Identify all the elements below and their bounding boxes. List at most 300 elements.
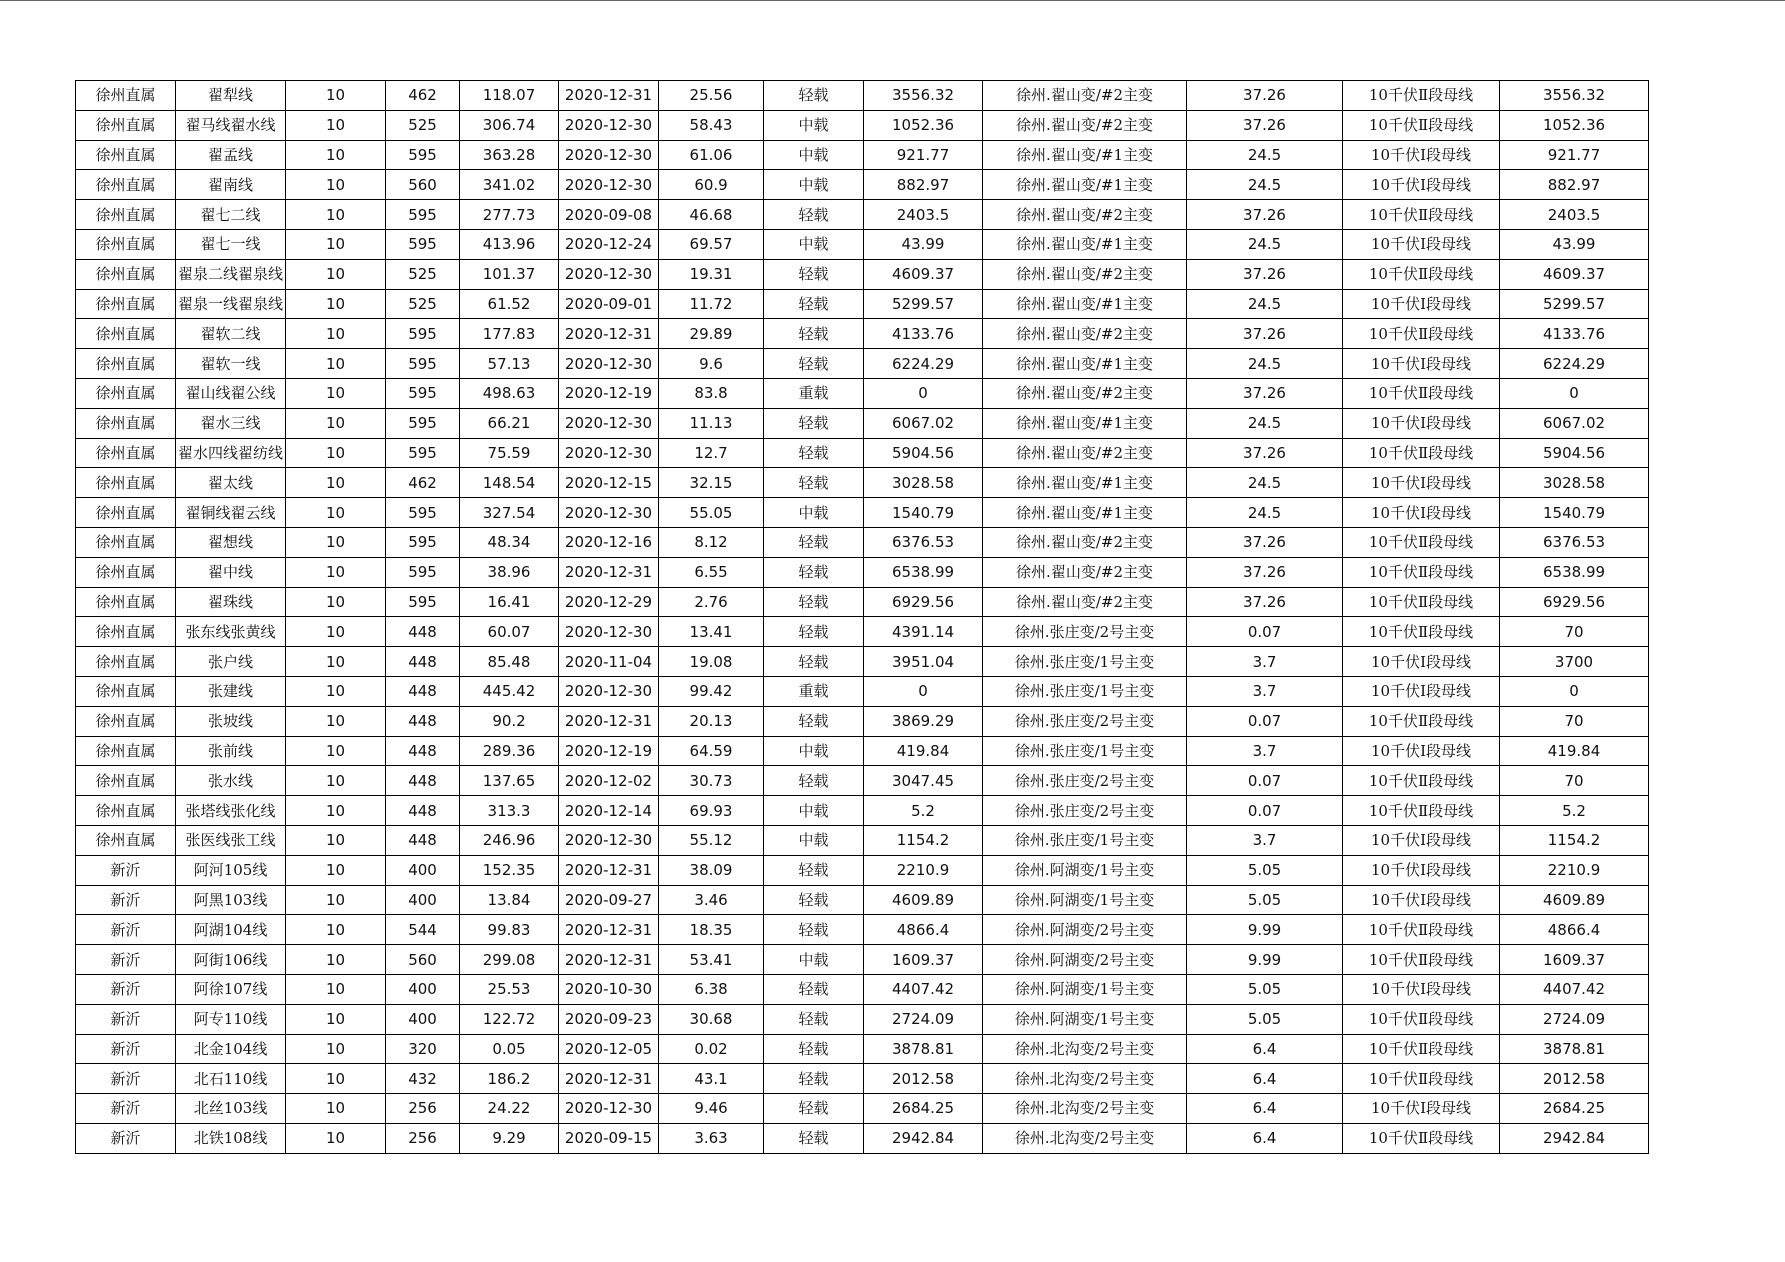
cell-voltage-kv: 10	[286, 676, 386, 706]
cell-line-available: 3878.81	[1500, 1034, 1649, 1064]
table-row	[76, 617, 1649, 647]
cell-available-capacity: 43.99	[864, 229, 983, 259]
cell-transformer-available: 3.7	[1187, 676, 1343, 706]
cell-available-capacity: 3878.81	[864, 1034, 983, 1064]
cell-rated-capacity: 462	[386, 468, 460, 498]
cell-line-available: 4609.89	[1500, 885, 1649, 915]
cell-date: 2020-12-30	[559, 110, 659, 140]
cell-unit: 徐州直属	[76, 438, 176, 468]
cell-line-name: 阿河105线	[176, 855, 286, 885]
cell-busbar: 10千伏Ⅰ段母线	[1343, 289, 1500, 319]
cell-unit: 徐州直属	[76, 468, 176, 498]
cell-voltage-kv: 10	[286, 557, 386, 587]
cell-load-level: 轻载	[764, 527, 864, 557]
cell-busbar: 10千伏Ⅰ段母线	[1343, 229, 1500, 259]
cell-voltage-kv: 10	[286, 378, 386, 408]
cell-transformer: 徐州.翟山变/#1主变	[983, 408, 1187, 438]
cell-transformer-available: 5.05	[1187, 1004, 1343, 1034]
cell-date: 2020-12-31	[559, 855, 659, 885]
cell-unit: 徐州直属	[76, 140, 176, 170]
cell-line-name: 翟想线	[176, 527, 286, 557]
cell-load-rate: 46.68	[659, 200, 764, 230]
cell-busbar: 10千伏Ⅱ段母线	[1343, 378, 1500, 408]
cell-unit: 新沂	[76, 885, 176, 915]
cell-busbar: 10千伏Ⅱ段母线	[1343, 766, 1500, 796]
cell-transformer: 徐州.张庄变/2号主变	[983, 766, 1187, 796]
cell-load-rate: 43.1	[659, 1064, 764, 1094]
cell-load-level: 轻载	[764, 200, 864, 230]
cell-voltage-kv: 10	[286, 855, 386, 885]
cell-load-level: 轻载	[764, 915, 864, 945]
cell-date: 2020-12-30	[559, 498, 659, 528]
cell-line-available: 419.84	[1500, 736, 1649, 766]
cell-voltage-kv: 10	[286, 617, 386, 647]
cell-line-available: 0	[1500, 676, 1649, 706]
cell-load-rate: 69.93	[659, 796, 764, 826]
cell-unit: 新沂	[76, 1064, 176, 1094]
cell-transformer: 徐州.张庄变/2号主变	[983, 706, 1187, 736]
cell-date: 2020-12-30	[559, 170, 659, 200]
cell-load-level: 轻载	[764, 468, 864, 498]
cell-load-level: 中载	[764, 825, 864, 855]
table-row	[76, 855, 1649, 885]
table-row	[76, 110, 1649, 140]
cell-unit: 徐州直属	[76, 378, 176, 408]
cell-transformer-available: 37.26	[1187, 587, 1343, 617]
cell-unit: 徐州直属	[76, 676, 176, 706]
cell-max-load: 61.52	[460, 289, 559, 319]
cell-line-available: 4133.76	[1500, 319, 1649, 349]
cell-unit: 徐州直属	[76, 647, 176, 677]
cell-line-available: 1609.37	[1500, 945, 1649, 975]
cell-max-load: 9.29	[460, 1123, 559, 1153]
cell-transformer-available: 37.26	[1187, 200, 1343, 230]
cell-load-rate: 29.89	[659, 319, 764, 349]
cell-voltage-kv: 10	[286, 170, 386, 200]
table-row	[76, 349, 1649, 379]
cell-busbar: 10千伏Ⅰ段母线	[1343, 1094, 1500, 1124]
cell-load-rate: 19.31	[659, 259, 764, 289]
cell-line-available: 70	[1500, 766, 1649, 796]
cell-available-capacity: 3951.04	[864, 647, 983, 677]
cell-line-available: 5904.56	[1500, 438, 1649, 468]
cell-available-capacity: 1154.2	[864, 825, 983, 855]
cell-busbar: 10千伏Ⅱ段母线	[1343, 438, 1500, 468]
table-row	[76, 766, 1649, 796]
cell-transformer: 徐州.张庄变/1号主变	[983, 736, 1187, 766]
cell-rated-capacity: 525	[386, 259, 460, 289]
cell-transformer-available: 6.4	[1187, 1094, 1343, 1124]
cell-date: 2020-12-15	[559, 468, 659, 498]
cell-rated-capacity: 400	[386, 1004, 460, 1034]
cell-line-available: 2012.58	[1500, 1064, 1649, 1094]
cell-transformer: 徐州.翟山变/#1主变	[983, 289, 1187, 319]
cell-available-capacity: 4866.4	[864, 915, 983, 945]
cell-max-load: 177.83	[460, 319, 559, 349]
cell-busbar: 10千伏Ⅰ段母线	[1343, 825, 1500, 855]
cell-unit: 徐州直属	[76, 319, 176, 349]
cell-line-available: 70	[1500, 706, 1649, 736]
cell-rated-capacity: 595	[386, 587, 460, 617]
cell-load-level: 中载	[764, 736, 864, 766]
cell-transformer-available: 24.5	[1187, 170, 1343, 200]
cell-unit: 新沂	[76, 945, 176, 975]
cell-line-available: 6929.56	[1500, 587, 1649, 617]
cell-load-rate: 9.6	[659, 349, 764, 379]
cell-voltage-kv: 10	[286, 915, 386, 945]
cell-transformer-available: 0.07	[1187, 796, 1343, 826]
cell-load-level: 轻载	[764, 81, 864, 111]
cell-date: 2020-12-16	[559, 527, 659, 557]
cell-unit: 新沂	[76, 915, 176, 945]
cell-load-rate: 11.72	[659, 289, 764, 319]
cell-line-available: 1154.2	[1500, 825, 1649, 855]
cell-rated-capacity: 544	[386, 915, 460, 945]
cell-line-name: 翟软二线	[176, 319, 286, 349]
cell-rated-capacity: 595	[386, 408, 460, 438]
cell-unit: 徐州直属	[76, 796, 176, 826]
cell-load-rate: 11.13	[659, 408, 764, 438]
cell-rated-capacity: 595	[386, 200, 460, 230]
cell-max-load: 152.35	[460, 855, 559, 885]
cell-transformer-available: 6.4	[1187, 1064, 1343, 1094]
table-row	[76, 408, 1649, 438]
cell-transformer: 徐州.阿湖变/1号主变	[983, 1004, 1187, 1034]
cell-max-load: 186.2	[460, 1064, 559, 1094]
cell-load-rate: 2.76	[659, 587, 764, 617]
table-row	[76, 557, 1649, 587]
table-row	[76, 706, 1649, 736]
cell-line-name: 翟铜线翟云线	[176, 498, 286, 528]
table-row	[76, 885, 1649, 915]
cell-max-load: 16.41	[460, 587, 559, 617]
cell-unit: 徐州直属	[76, 229, 176, 259]
cell-voltage-kv: 10	[286, 229, 386, 259]
cell-load-level: 中载	[764, 110, 864, 140]
cell-date: 2020-12-31	[559, 1064, 659, 1094]
cell-load-level: 轻载	[764, 438, 864, 468]
cell-unit: 徐州直属	[76, 766, 176, 796]
cell-load-rate: 38.09	[659, 855, 764, 885]
cell-busbar: 10千伏Ⅱ段母线	[1343, 1064, 1500, 1094]
cell-busbar: 10千伏Ⅰ段母线	[1343, 140, 1500, 170]
cell-date: 2020-12-29	[559, 587, 659, 617]
cell-load-rate: 53.41	[659, 945, 764, 975]
cell-transformer-available: 0.07	[1187, 706, 1343, 736]
cell-max-load: 57.13	[460, 349, 559, 379]
cell-transformer-available: 24.5	[1187, 349, 1343, 379]
cell-transformer: 徐州.北沟变/2号主变	[983, 1064, 1187, 1094]
cell-voltage-kv: 10	[286, 289, 386, 319]
cell-voltage-kv: 10	[286, 319, 386, 349]
cell-transformer: 徐州.翟山变/#2主变	[983, 587, 1187, 617]
cell-transformer: 徐州.翟山变/#1主变	[983, 170, 1187, 200]
table-row	[76, 319, 1649, 349]
cell-line-name: 张建线	[176, 676, 286, 706]
cell-unit: 徐州直属	[76, 200, 176, 230]
cell-line-available: 3028.58	[1500, 468, 1649, 498]
cell-max-load: 445.42	[460, 676, 559, 706]
cell-available-capacity: 3028.58	[864, 468, 983, 498]
cell-max-load: 313.3	[460, 796, 559, 826]
table-row	[76, 140, 1649, 170]
table-row	[76, 945, 1649, 975]
cell-load-rate: 13.41	[659, 617, 764, 647]
cell-max-load: 122.72	[460, 1004, 559, 1034]
cell-line-available: 43.99	[1500, 229, 1649, 259]
cell-line-available: 2210.9	[1500, 855, 1649, 885]
cell-busbar: 10千伏Ⅱ段母线	[1343, 259, 1500, 289]
cell-available-capacity: 4133.76	[864, 319, 983, 349]
cell-rated-capacity: 525	[386, 289, 460, 319]
cell-voltage-kv: 10	[286, 974, 386, 1004]
cell-voltage-kv: 10	[286, 885, 386, 915]
cell-unit: 徐州直属	[76, 736, 176, 766]
cell-rated-capacity: 595	[386, 557, 460, 587]
cell-line-name: 北丝103线	[176, 1094, 286, 1124]
cell-rated-capacity: 560	[386, 170, 460, 200]
cell-rated-capacity: 448	[386, 825, 460, 855]
cell-max-load: 85.48	[460, 647, 559, 677]
cell-load-level: 中载	[764, 796, 864, 826]
cell-load-rate: 0.02	[659, 1034, 764, 1064]
cell-voltage-kv: 10	[286, 587, 386, 617]
cell-date: 2020-12-31	[559, 319, 659, 349]
cell-line-name: 阿徐107线	[176, 974, 286, 1004]
cell-busbar: 10千伏Ⅱ段母线	[1343, 915, 1500, 945]
cell-voltage-kv: 10	[286, 408, 386, 438]
cell-busbar: 10千伏Ⅰ段母线	[1343, 676, 1500, 706]
cell-load-rate: 55.05	[659, 498, 764, 528]
cell-transformer: 徐州.张庄变/1号主变	[983, 825, 1187, 855]
cell-transformer-available: 24.5	[1187, 498, 1343, 528]
cell-transformer: 徐州.翟山变/#2主变	[983, 527, 1187, 557]
cell-transformer-available: 9.99	[1187, 945, 1343, 975]
cell-busbar: 10千伏Ⅰ段母线	[1343, 647, 1500, 677]
cell-transformer-available: 24.5	[1187, 468, 1343, 498]
cell-voltage-kv: 10	[286, 1123, 386, 1153]
cell-line-name: 翟七一线	[176, 229, 286, 259]
cell-voltage-kv: 10	[286, 647, 386, 677]
table-row	[76, 825, 1649, 855]
table-body	[76, 81, 1649, 1154]
cell-line-name: 翟南线	[176, 170, 286, 200]
cell-transformer-available: 5.05	[1187, 855, 1343, 885]
cell-line-available: 6538.99	[1500, 557, 1649, 587]
cell-unit: 新沂	[76, 1004, 176, 1034]
cell-load-level: 中载	[764, 229, 864, 259]
cell-load-rate: 8.12	[659, 527, 764, 557]
cell-voltage-kv: 10	[286, 945, 386, 975]
cell-available-capacity: 2942.84	[864, 1123, 983, 1153]
cell-line-available: 70	[1500, 617, 1649, 647]
cell-rated-capacity: 448	[386, 766, 460, 796]
table-row	[76, 170, 1649, 200]
cell-load-level: 轻载	[764, 408, 864, 438]
cell-rated-capacity: 525	[386, 110, 460, 140]
cell-available-capacity: 4407.42	[864, 974, 983, 1004]
cell-load-rate: 12.7	[659, 438, 764, 468]
cell-line-name: 翟马线翟水线	[176, 110, 286, 140]
cell-available-capacity: 1540.79	[864, 498, 983, 528]
cell-line-name: 张东线张黄线	[176, 617, 286, 647]
cell-transformer-available: 0.07	[1187, 617, 1343, 647]
cell-load-rate: 30.73	[659, 766, 764, 796]
cell-max-load: 75.59	[460, 438, 559, 468]
cell-max-load: 413.96	[460, 229, 559, 259]
cell-load-rate: 25.56	[659, 81, 764, 111]
cell-line-available: 2942.84	[1500, 1123, 1649, 1153]
cell-date: 2020-12-02	[559, 766, 659, 796]
cell-date: 2020-12-30	[559, 259, 659, 289]
cell-unit: 新沂	[76, 855, 176, 885]
cell-transformer: 徐州.翟山变/#2主变	[983, 557, 1187, 587]
cell-available-capacity: 6376.53	[864, 527, 983, 557]
cell-load-rate: 55.12	[659, 825, 764, 855]
cell-load-rate: 3.63	[659, 1123, 764, 1153]
cell-date: 2020-12-30	[559, 617, 659, 647]
cell-load-rate: 6.55	[659, 557, 764, 587]
cell-date: 2020-12-31	[559, 81, 659, 111]
cell-transformer: 徐州.阿湖变/1号主变	[983, 974, 1187, 1004]
cell-date: 2020-12-30	[559, 408, 659, 438]
cell-max-load: 24.22	[460, 1094, 559, 1124]
cell-load-rate: 32.15	[659, 468, 764, 498]
cell-load-rate: 9.46	[659, 1094, 764, 1124]
cell-rated-capacity: 448	[386, 647, 460, 677]
cell-rated-capacity: 595	[386, 229, 460, 259]
cell-transformer-available: 37.26	[1187, 319, 1343, 349]
cell-busbar: 10千伏Ⅱ段母线	[1343, 527, 1500, 557]
cell-rated-capacity: 595	[386, 378, 460, 408]
cell-line-name: 张坡线	[176, 706, 286, 736]
cell-available-capacity: 419.84	[864, 736, 983, 766]
cell-transformer: 徐州.翟山变/#1主变	[983, 468, 1187, 498]
cell-line-available: 5299.57	[1500, 289, 1649, 319]
cell-max-load: 25.53	[460, 974, 559, 1004]
cell-date: 2020-12-31	[559, 706, 659, 736]
cell-date: 2020-12-30	[559, 676, 659, 706]
cell-unit: 徐州直属	[76, 498, 176, 528]
cell-transformer-available: 24.5	[1187, 229, 1343, 259]
cell-available-capacity: 2684.25	[864, 1094, 983, 1124]
cell-transformer: 徐州.翟山变/#2主变	[983, 378, 1187, 408]
cell-load-rate: 61.06	[659, 140, 764, 170]
cell-unit: 新沂	[76, 1094, 176, 1124]
page-top-rule	[0, 0, 1785, 1]
table-row	[76, 736, 1649, 766]
cell-load-level: 轻载	[764, 1123, 864, 1153]
cell-available-capacity: 5904.56	[864, 438, 983, 468]
cell-load-rate: 3.46	[659, 885, 764, 915]
cell-transformer-available: 3.7	[1187, 825, 1343, 855]
cell-transformer-available: 5.05	[1187, 974, 1343, 1004]
cell-load-level: 中载	[764, 498, 864, 528]
cell-max-load: 289.36	[460, 736, 559, 766]
table-row	[76, 676, 1649, 706]
cell-load-level: 重载	[764, 676, 864, 706]
cell-line-name: 张户线	[176, 647, 286, 677]
cell-busbar: 10千伏Ⅰ段母线	[1343, 498, 1500, 528]
cell-transformer-available: 24.5	[1187, 140, 1343, 170]
table-row	[76, 527, 1649, 557]
cell-date: 2020-12-30	[559, 140, 659, 170]
cell-available-capacity: 921.77	[864, 140, 983, 170]
cell-transformer-available: 37.26	[1187, 438, 1343, 468]
cell-busbar: 10千伏Ⅰ段母线	[1343, 855, 1500, 885]
cell-date: 2020-12-19	[559, 378, 659, 408]
table-row	[76, 1064, 1649, 1094]
cell-line-available: 3556.32	[1500, 81, 1649, 111]
cell-transformer-available: 0.07	[1187, 766, 1343, 796]
cell-line-name: 翟泉二线翟泉线	[176, 259, 286, 289]
cell-date: 2020-09-01	[559, 289, 659, 319]
cell-date: 2020-12-24	[559, 229, 659, 259]
cell-date: 2020-11-04	[559, 647, 659, 677]
cell-load-level: 轻载	[764, 557, 864, 587]
cell-unit: 徐州直属	[76, 408, 176, 438]
cell-load-level: 轻载	[764, 647, 864, 677]
table-row	[76, 1123, 1649, 1153]
cell-line-available: 6376.53	[1500, 527, 1649, 557]
cell-line-available: 4407.42	[1500, 974, 1649, 1004]
cell-voltage-kv: 10	[286, 1034, 386, 1064]
cell-rated-capacity: 400	[386, 974, 460, 1004]
table-row	[76, 259, 1649, 289]
cell-date: 2020-12-30	[559, 438, 659, 468]
cell-line-name: 翟软一线	[176, 349, 286, 379]
cell-voltage-kv: 10	[286, 498, 386, 528]
cell-max-load: 101.37	[460, 259, 559, 289]
cell-date: 2020-12-31	[559, 915, 659, 945]
cell-available-capacity: 5.2	[864, 796, 983, 826]
cell-line-available: 1052.36	[1500, 110, 1649, 140]
table-row	[76, 438, 1649, 468]
cell-busbar: 10千伏Ⅱ段母线	[1343, 945, 1500, 975]
cell-voltage-kv: 10	[286, 81, 386, 111]
cell-busbar: 10千伏Ⅱ段母线	[1343, 1034, 1500, 1064]
cell-line-name: 翟山线翟公线	[176, 378, 286, 408]
cell-transformer: 徐州.翟山变/#2主变	[983, 200, 1187, 230]
cell-line-name: 阿黑103线	[176, 885, 286, 915]
cell-line-name: 翟中线	[176, 557, 286, 587]
cell-unit: 徐州直属	[76, 81, 176, 111]
cell-load-level: 轻载	[764, 1064, 864, 1094]
cell-rated-capacity: 595	[386, 140, 460, 170]
cell-busbar: 10千伏Ⅱ段母线	[1343, 706, 1500, 736]
cell-voltage-kv: 10	[286, 140, 386, 170]
cell-date: 2020-12-31	[559, 557, 659, 587]
cell-load-rate: 19.08	[659, 647, 764, 677]
cell-load-level: 中载	[764, 170, 864, 200]
cell-unit: 新沂	[76, 1123, 176, 1153]
cell-voltage-kv: 10	[286, 349, 386, 379]
cell-line-name: 翟太线	[176, 468, 286, 498]
cell-load-rate: 20.13	[659, 706, 764, 736]
cell-unit: 徐州直属	[76, 170, 176, 200]
cell-line-name: 张塔线张化线	[176, 796, 286, 826]
table-row	[76, 229, 1649, 259]
cell-available-capacity: 3869.29	[864, 706, 983, 736]
cell-load-rate: 83.8	[659, 378, 764, 408]
cell-voltage-kv: 10	[286, 1094, 386, 1124]
cell-load-level: 轻载	[764, 855, 864, 885]
feeder-load-table	[75, 80, 1649, 1154]
cell-load-level: 轻载	[764, 885, 864, 915]
cell-unit: 徐州直属	[76, 110, 176, 140]
cell-load-level: 轻载	[764, 1034, 864, 1064]
cell-transformer: 徐州.张庄变/1号主变	[983, 676, 1187, 706]
